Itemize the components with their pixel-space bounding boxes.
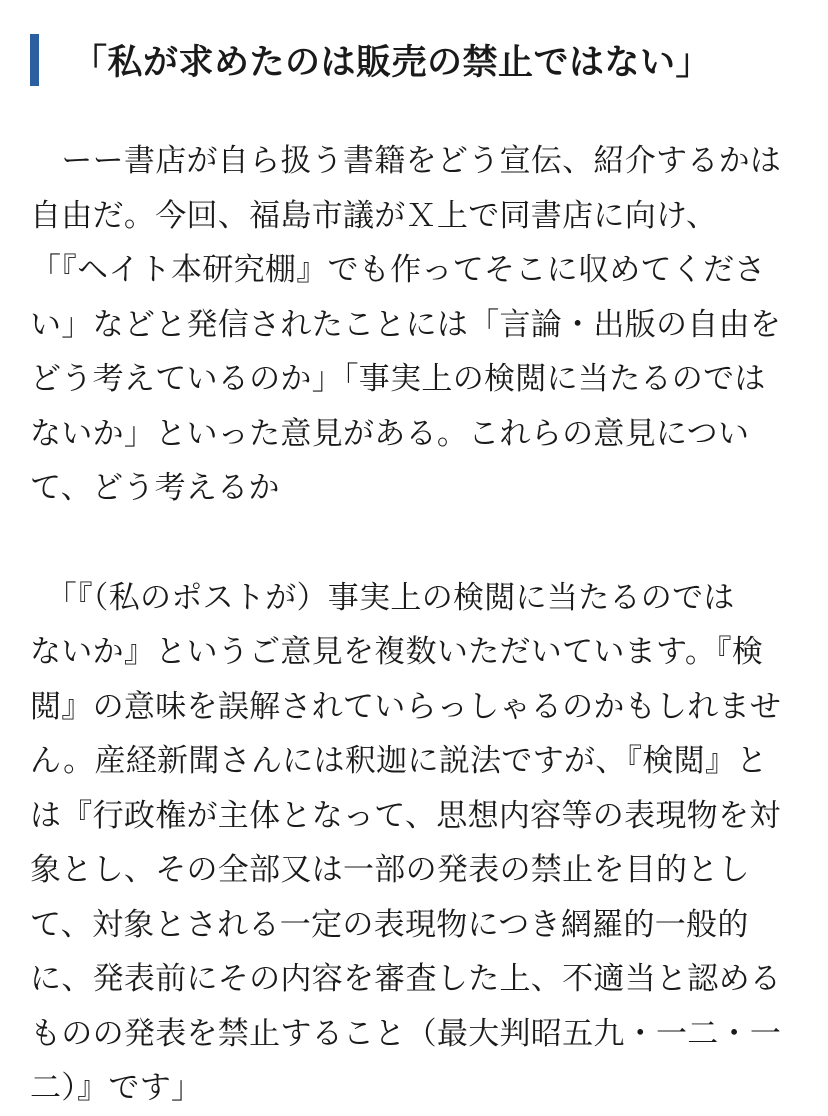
article-body <box>30 134 800 1116</box>
paragraph-line: て、どう考えるか <box>30 470 280 506</box>
question-paragraph <box>30 134 800 516</box>
paragraph-line: どう考えているのか」「事実上の検閲に当たるのでは <box>30 361 766 397</box>
paragraph-line: 閲』の意味を誤解されていらっしゃるのかもしれませ <box>30 688 782 725</box>
paragraph-line: に、発表前にその内容を審査した上、不適当と認める <box>30 961 782 997</box>
paragraph-line: ものの発表を禁止すること（最大判昭五九・一二・一 <box>30 1015 782 1052</box>
paragraph-line: 自由だ。今回、福島市議がＸ上で同書店に向け、 <box>30 197 718 234</box>
paragraph-line: は『行政権が主体となって、思想内容等の表現物を対 <box>30 797 781 834</box>
paragraph-line: 二）』です」 <box>30 1070 203 1106</box>
paragraph-line: ないか』というご意見を複数いただいています。『検 <box>30 634 764 670</box>
section-heading <box>30 34 820 86</box>
paragraph-line: ん。産経新聞さんには釈迦に説法ですが、『検閲』と <box>30 743 768 779</box>
paragraph-spacer <box>30 516 800 571</box>
paragraph-line: 「『（私のポストが）事実上の検閲に当たるのでは <box>30 579 735 616</box>
paragraph-line: ーー書店が自ら扱う書籍をどう宣伝、紹介するかは <box>30 143 782 179</box>
answer-paragraph <box>30 571 800 1116</box>
paragraph-line: 「『ヘイト本研究棚』でも作ってそこに収めてくださ <box>30 252 766 288</box>
heading-accent-bar <box>30 34 39 86</box>
paragraph-line: ないか」といった意見がある。これらの意見につい <box>30 415 750 452</box>
heading-title: 「私が求めたのは販売の禁止ではない」 <box>72 43 712 83</box>
paragraph-line: い」などと発信されたことには「言論・出版の自由を <box>30 306 782 343</box>
paragraph-line: 象とし、その全部又は一部の発表の禁止を目的とし <box>30 852 750 888</box>
paragraph-line: て、対象とされる一定の表現物につき網羅的一般的 <box>30 906 749 943</box>
